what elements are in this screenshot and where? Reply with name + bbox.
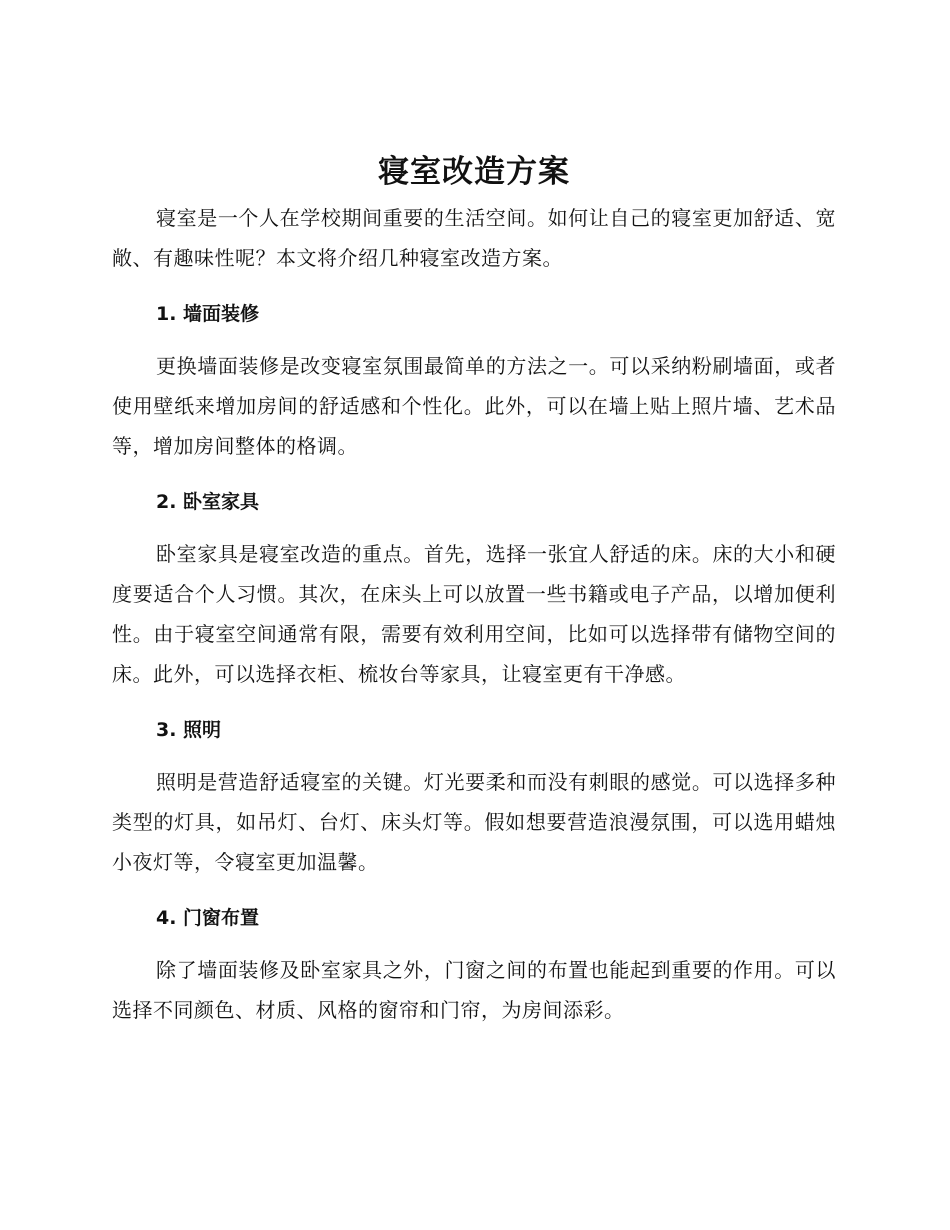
section-heading-doors-windows: 4. 门窗布置 [156,907,260,929]
section-body-lighting: 照明是营造舒适寝室的关键。灯光要柔和而没有刺眼的感觉。可以选择多种类型的灯具，如吊灯、台灯、床头灯等。假如想要营造浪漫氛围，可以选用蜡烛小夜灯等，令寝室更加温馨。 [112,770,836,874]
section-body-doors-windows: 除了墙面装修及卧室家具之外，门窗之间的布置也能起到重要的作用。可以选择不同颜色、材质、风格的窗帘和门帘，为房间添彩。 [112,958,836,1022]
section-body-furniture: 卧室家具是寝室改造的重点。首先，选择一张宜人舒适的床。床的大小和硬度要适合个人习惯。其次，在床头上可以放置一些书籍或电子产品，以增加便利性。由于寝室空间通常有限，需要有效利用空间，比如可以选择带有储物空间的床。此外，可以选择衣柜、梳妆台等家具，让寝室更有干净感。 [112,542,836,686]
section-body-wall: 更换墙面装修是改变寝室氛围最简单的方法之一。可以采纳粉刷墙面，或者使用壁纸来增加房间的舒适感和个性化。此外，可以在墙上贴上照片墙、艺术品等，增加房间整体的格调。 [112,354,836,458]
intro-paragraph: 寝室是一个人在学校期间重要的生活空间。如何让自己的寝室更加舒适、宽敞、有趣味性呢？本文将介绍几种寝室改造方案。 [112,206,836,270]
document-title: 寝室改造方案 [378,154,570,190]
document-page [112,150,836,1030]
section-heading-furniture: 2. 卧室家具 [156,491,260,513]
section-heading-lighting: 3. 照明 [156,719,222,741]
section-heading-wall: 1. 墙面装修 [156,303,260,325]
